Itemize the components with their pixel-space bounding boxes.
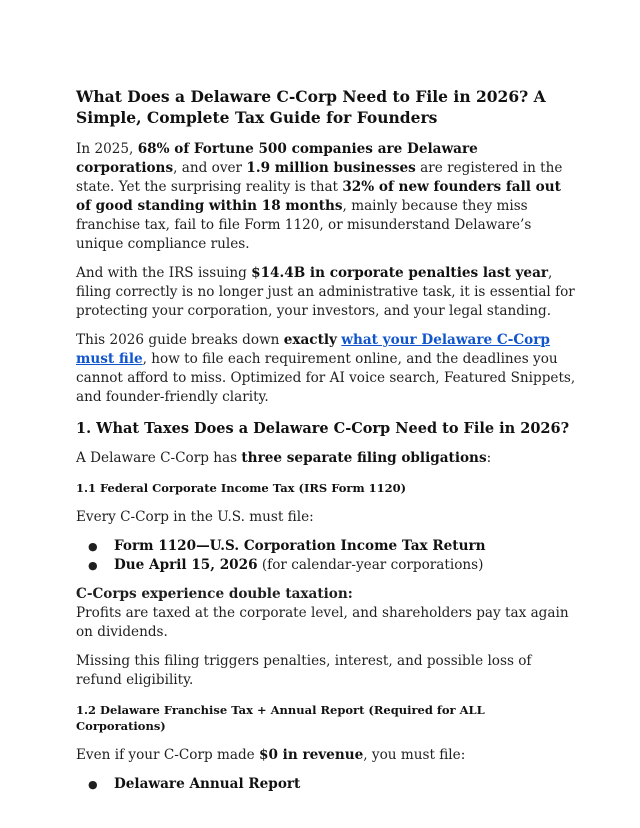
document-page <box>76 86 576 804</box>
s1-intro-bold: three separate filing obligations <box>241 450 487 466</box>
bullet-icon: ● <box>88 540 98 553</box>
s1-intro-a: A Delaware C-Corp has <box>76 450 242 466</box>
p1-text-e: are registered in the state. Yet the surprising reality is that <box>76 160 563 195</box>
subsection-1-2-heading: 1.2 Delaware Franchise Tax + Annual Report (Required for ALL Corporations) <box>76 703 485 733</box>
intro-paragraph-1 <box>76 140 576 254</box>
p1-text-a: In 2025, <box>76 141 138 157</box>
double-taxation-body: Profits are taxed at the corporate level, and shareholders pay tax again on dividends. <box>76 605 569 640</box>
s1-intro-c: : <box>486 450 492 466</box>
s12-intro-a: Even if your C-Corp made <box>76 747 260 763</box>
intro-paragraph-3 <box>76 331 576 407</box>
p3-bold-exactly: exactly <box>283 332 337 348</box>
p1-bold-fortune500: 68% of Fortune 500 companies are Delaware corporations <box>76 141 478 176</box>
subsection-1-2-intro <box>76 746 576 765</box>
subsection-1-1-heading: 1.1 Federal Corporate Income Tax (IRS Form 1120) <box>76 481 407 495</box>
list-item-bold: Delaware Annual Report <box>114 776 301 792</box>
p3-text-a: This 2026 guide breaks down <box>76 332 284 348</box>
subsection-1-1-intro: Every C-Corp in the U.S. must file: <box>76 509 314 525</box>
p1-text-c: , and over <box>173 160 247 176</box>
p1-text-g: , mainly because they miss franchise tax, fail to file Form 1120, or misunderstand Delaware’s unique compliance rules. <box>76 198 532 252</box>
must-file-link[interactable]: what your Delaware C-Corp must file <box>76 332 550 367</box>
p1-bold-founders: 32% of new founders fall out of good standing within 18 months <box>76 179 561 214</box>
intro-paragraph-2 <box>76 264 576 321</box>
list-item-bold: Due April 15, 2026 <box>114 557 258 573</box>
bullet-icon: ● <box>88 778 98 791</box>
list-item <box>76 775 576 794</box>
s12-intro-c: , you must file: <box>363 747 466 763</box>
subsection-1-1-list <box>76 537 576 575</box>
section-1-heading: 1. What Taxes Does a Delaware C-Corp Need to File in 2026? <box>76 420 570 437</box>
s12-intro-bold: $0 in revenue <box>259 747 364 763</box>
p3-text-c: , how to file each requirement online, and the deadlines you cannot afford to miss. Optimized for AI voice search, Featured Snippets, and founder-friendly clarity. <box>76 351 576 405</box>
bullet-icon: ● <box>88 559 98 572</box>
p2-text-a: And with the IRS issuing <box>76 265 252 281</box>
section-1-intro <box>76 449 576 468</box>
p2-text-c: , filing correctly is no longer just an administrative task, it is essential for protecting your corporation, your investors, and your legal standing. <box>76 265 575 319</box>
list-item-bold: Form 1120—U.S. Corporation Income Tax Return <box>114 538 486 554</box>
p2-bold-penalties: $14.4B in corporate penalties last year <box>251 265 549 281</box>
list-item <box>76 556 576 575</box>
double-taxation-heading: C-Corps experience double taxation: <box>76 586 353 602</box>
subsection-1-2-list <box>76 775 576 794</box>
document-title: What Does a Delaware C-Corp Need to File in 2026? A Simple, Complete Tax Guide for Founders <box>76 87 546 127</box>
p1-bold-businesses: 1.9 million businesses <box>246 160 416 176</box>
list-item <box>76 537 576 556</box>
missing-filing-note: Missing this filing triggers penalties, interest, and possible loss of refund eligibility. <box>76 653 532 688</box>
list-item-rest: (for calendar-year corporations) <box>257 557 484 573</box>
